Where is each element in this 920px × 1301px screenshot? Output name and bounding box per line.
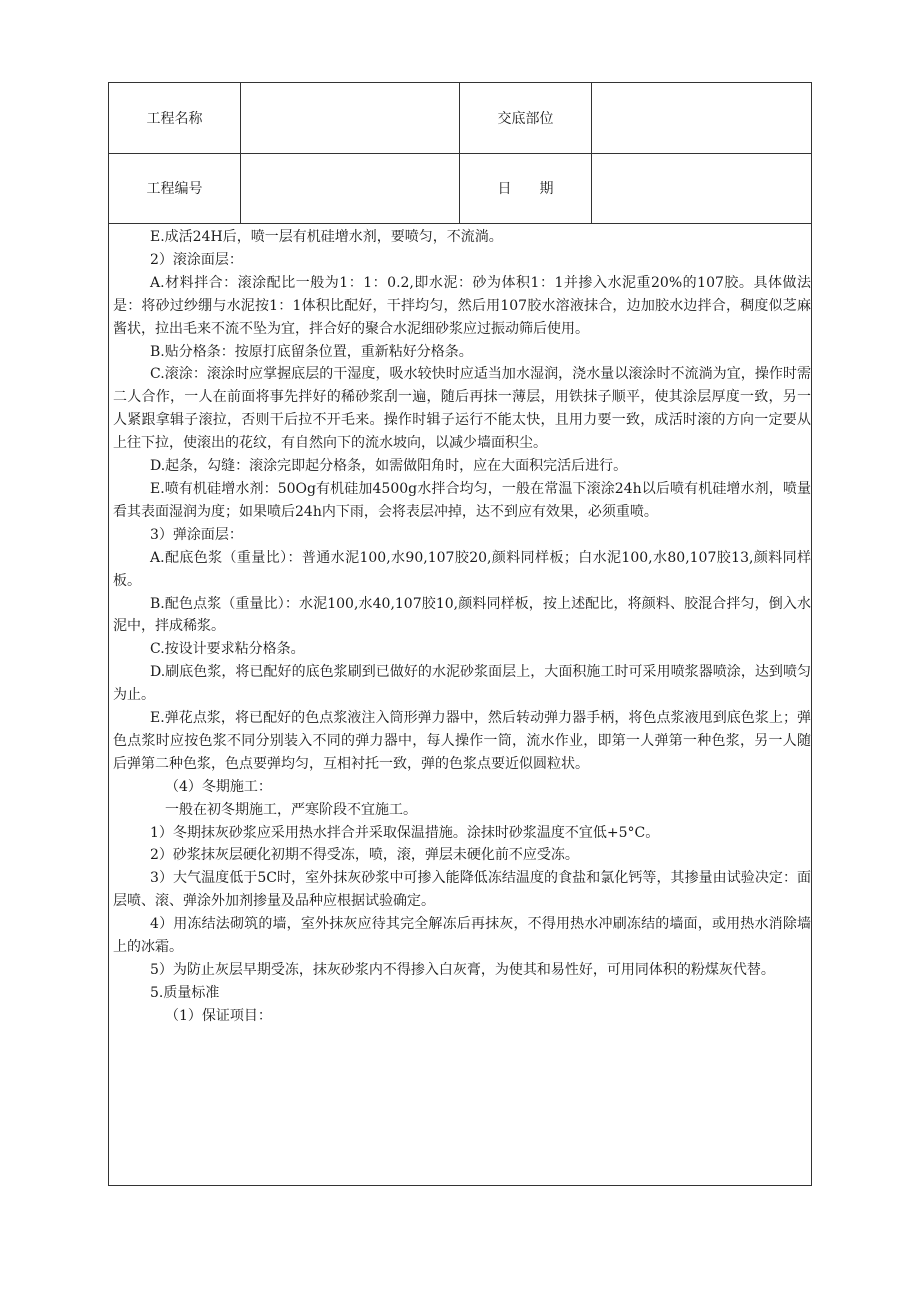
paragraph: C.滚涂：滚涂时应掌握底层的干湿度，吸水较快时应适当加水湿润，浇水量以滚涂时不流淌为宜，操作时需二人合作，一人在前面将事先拌好的稀砂浆刮一遍，随后再抹一薄层，用铁抹子顺平，使其涂层厚度一致，另一人紧跟拿辑子滚拉，否则干后拉不开毛来。操作时辑子运行不能太快，且用力要一致，成活时滚的方向一定要从上往下拉，使滚出的花纹，有自然向下的流水坡向，以减少墙面积尘。 bbox=[113, 366, 811, 452]
header-row-1 bbox=[109, 83, 811, 154]
paragraph: B.配色点浆（重量比）：水泥100,水40,107胶10,颜料同样板，按上述配比，将颜料、胶混合拌匀，倒入水泥中，拌成稀浆。 bbox=[113, 595, 811, 635]
paragraph: 2）砂浆抹灰层硬化初期不得受冻，喷，滚，弹层未硬化前不应受冻。 bbox=[150, 847, 579, 864]
section-heading: 5.质量标准 bbox=[150, 984, 220, 1001]
paragraph: B.贴分格条：按原打底留条位置，重新粘好分格条。 bbox=[150, 343, 473, 360]
paragraph: D.起条，勾缝：滚涂完即起分格条，如需做阳角时，应在大面积完活后进行。 bbox=[150, 458, 628, 475]
paragraph: 1）冬期抹灰砂浆应采用热水拌合并采取保温措施。涂抹时砂浆温度不宜低+5°C。 bbox=[150, 824, 660, 841]
paragraph: E.成活24H后，喷一层有机硅增水剂，要喷匀，不流淌。 bbox=[150, 229, 503, 245]
paragraph: 一般在初冬期施工，严寒阶段不宜施工。 bbox=[165, 801, 417, 818]
location-label: 交底部位 bbox=[460, 83, 592, 153]
paragraph: 4）用冻结法砌筑的墙，室外抹灰应待其完全解冻后再抹灰，不得用热水冲刷冻结的墙面，或用热水消除墙上的冰霜。 bbox=[113, 916, 811, 956]
paragraph: C.按设计要求粘分格条。 bbox=[150, 641, 305, 658]
paragraph: A.材料拌合：滚涂配比一般为1：1：0.2,即水泥：砂为体积1：1并掺入水泥重20%的107胶。具体做法是：将砂过纱绷与水泥按1：1体积比配好，干拌均匀，然后用107胶水溶液抹合，边加胶水边拌合，稠度似芝麻酱状，拉出毛来不流不坠为宜，拌合好的聚合水泥细砂浆应过振动筛后使用。 bbox=[113, 274, 811, 337]
disclosure-form bbox=[108, 82, 812, 1186]
project-no-label: 工程编号 bbox=[109, 153, 241, 223]
date-label: 日期 bbox=[497, 181, 582, 197]
header-row-2 bbox=[109, 153, 811, 224]
paragraph: 3）大气温度低于5C时，室外抹灰砂浆中可掺入能降低冻结温度的食盐和氯化钙等，其掺量由试验决定：面层喷、滚、弹涂外加剂掺量及品种应根据试验确定。 bbox=[113, 870, 811, 910]
date-field[interactable] bbox=[592, 153, 811, 223]
location-field[interactable] bbox=[592, 83, 811, 153]
project-no-field[interactable] bbox=[241, 153, 460, 223]
paragraph: E.喷有机硅增水剂：50Og有机硅加4500g水拌合均匀，一般在常温下滚涂24h以后喷有机硅增水剂，喷量看其表面湿润为度；如果喷后24h内下雨，会将表层冲掉，达不到应有效果，必须重喷。 bbox=[113, 480, 811, 520]
paragraph: 2）滚涂面层： bbox=[150, 251, 243, 268]
section-heading: （4）冬期施工： bbox=[165, 778, 272, 795]
project-name-field[interactable] bbox=[241, 83, 460, 153]
paragraph: 3）弹涂面层： bbox=[150, 526, 243, 543]
date-label-cell bbox=[460, 153, 592, 223]
paragraph: D.刷底色浆，将已配好的底色浆刷到已做好的水泥砂浆面层上，大面积施工时可采用喷浆器喷涂，达到喷匀为止。 bbox=[113, 664, 811, 704]
paragraph: E.弹花点浆，将已配好的色点浆液注入筒形弹力器中，然后转动弹力器手柄，将色点浆液甩到底色浆上；弹色点浆时应按色浆不同分别装入不同的弹力器中，每人操作一筒，流水作业，即第一人弹第一种色浆，另一人随后弹第二种色浆，色点要弹均匀，互相衬托一致，弹的色浆点要近似圆粒状。 bbox=[113, 710, 811, 772]
project-name-label: 工程名称 bbox=[109, 83, 241, 153]
paragraph: 5）为防止灰层早期受冻，抹灰砂浆内不得掺入白灰膏，为使其和易性好，可用同体积的粉煤灰代替。 bbox=[150, 962, 775, 978]
section-heading: （1）保证项目： bbox=[165, 1007, 272, 1024]
content-body bbox=[109, 223, 811, 1028]
paragraph: A.配底色浆（重量比）：普通水泥100,水90,107胶20,颜料同样板；白水泥100,水80,107胶13,颜料同样板。 bbox=[113, 549, 811, 589]
